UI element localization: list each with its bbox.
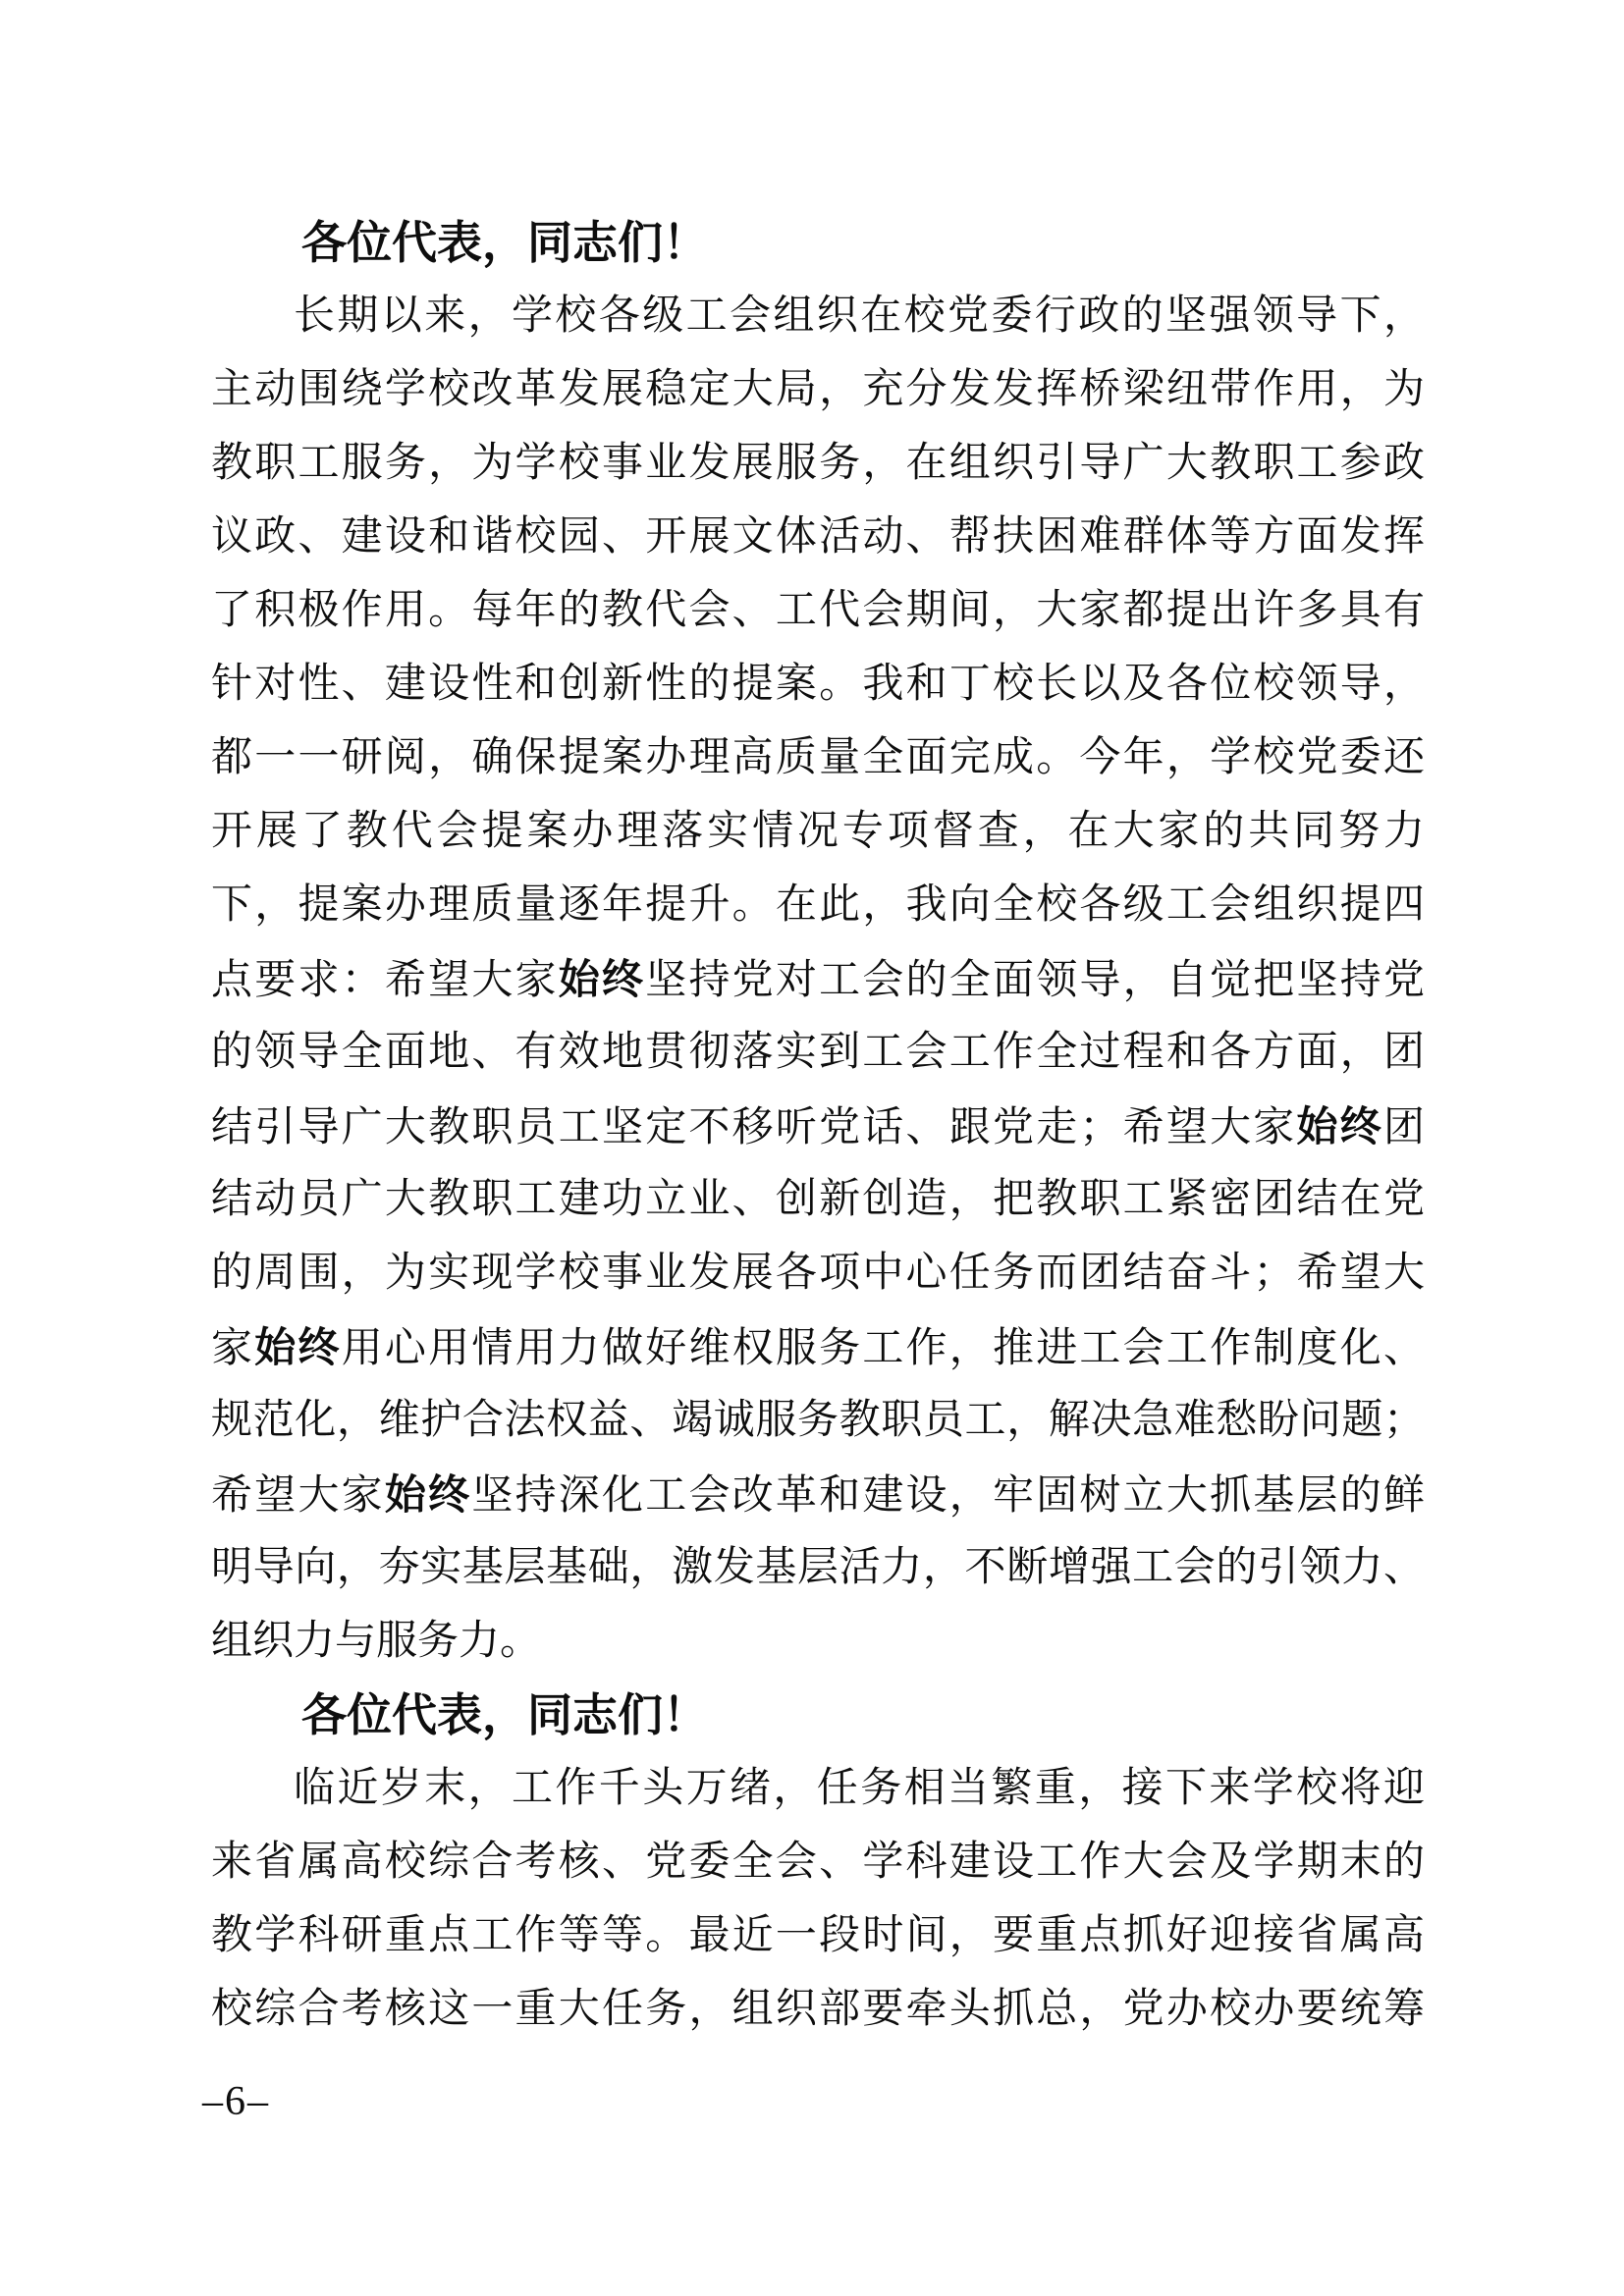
emphasis-text: 各位代表，同志们！ bbox=[301, 217, 708, 268]
body-text: 教学科研重点工作等等。最近一段时间，要重点抓好迎接省属高 bbox=[211, 1913, 1425, 1958]
body-text: 来省属高校综合考核、党委全会、学科建设工作大会及学期末的 bbox=[211, 1840, 1425, 1885]
body-text: 希望大家 bbox=[211, 1473, 385, 1519]
body-text: 的领导全面地、有效地贯彻落实到工会工作全过程和各方面，团 bbox=[211, 1030, 1425, 1075]
text-line bbox=[211, 1826, 1425, 1899]
emphasis-text: 各位代表，同志们！ bbox=[301, 1689, 708, 1740]
text-line bbox=[211, 1384, 1425, 1458]
text-line bbox=[211, 648, 1425, 721]
text-line bbox=[211, 1090, 1425, 1163]
text-line bbox=[211, 501, 1425, 574]
body-text: 临近岁末，工作千头万绪，任务相当繁重，接下来学校将迎 bbox=[294, 1766, 1425, 1811]
text-line bbox=[211, 795, 1425, 869]
body-text: 长期以来，学校各级工会组织在校党委行政的坚强领导下， bbox=[294, 294, 1425, 339]
text-line bbox=[211, 1163, 1425, 1237]
text-line bbox=[211, 280, 1425, 353]
emphasis-text: 始终 bbox=[254, 1324, 342, 1370]
body-text: 规范化，维护合法权益、竭诚服务教职员工，解决急难愁盼问题； bbox=[211, 1398, 1425, 1443]
body-text: 组织力与服务力。 bbox=[211, 1619, 542, 1664]
body-text: 主动围绕学校改革发展稳定大局，充分发发挥桥梁纽带作用，为 bbox=[211, 367, 1425, 412]
body-text: 都一一研阅，确保提案办理高质量全面完成。今年，学校党委还 bbox=[211, 735, 1425, 780]
body-text: 议政、建设和谐校园、开展文体活动、帮扶困难群体等方面发挥 bbox=[211, 514, 1425, 560]
section-heading bbox=[211, 206, 1425, 280]
body-text: 团 bbox=[1382, 1105, 1425, 1150]
text-line bbox=[211, 1237, 1425, 1310]
text-line bbox=[211, 353, 1425, 427]
body-text: 开展了教代会提案办理落实情况专项督查，在大家的共同努力 bbox=[211, 809, 1425, 854]
text-line bbox=[211, 427, 1425, 501]
text-line bbox=[211, 1310, 1425, 1384]
page-number: –6– bbox=[202, 2079, 270, 2124]
text-line bbox=[211, 1458, 1425, 1531]
emphasis-text: 始终 bbox=[384, 1471, 472, 1518]
body-text: 明导向，夯实基层基础，激发基层活力，不断增强工会的引领力、 bbox=[211, 1545, 1425, 1590]
text-line bbox=[211, 1973, 1425, 2047]
text-line bbox=[211, 1899, 1425, 1973]
body-text: 校综合考核这一重大任务，组织部要牵头抓总，党办校办要统筹 bbox=[211, 1987, 1425, 2032]
text-column bbox=[211, 206, 1425, 2047]
body-text: 坚持深化工会改革和建设，牢固树立大抓基层的鲜 bbox=[471, 1473, 1425, 1519]
text-line bbox=[211, 942, 1425, 1016]
body-text: 坚持党对工会的全面领导，自觉把坚持党 bbox=[645, 958, 1425, 1003]
text-line bbox=[211, 574, 1425, 648]
emphasis-text: 始终 bbox=[558, 956, 646, 1002]
text-line bbox=[211, 1752, 1425, 1826]
text-line bbox=[211, 1605, 1425, 1679]
body-text: 结动员广大教职工建功立业、创新创造，把教职工紧密团结在党 bbox=[211, 1177, 1425, 1222]
body-text: 点要求：希望大家 bbox=[211, 958, 559, 1003]
text-line bbox=[211, 1531, 1425, 1605]
body-text: 下，提案办理质量逐年提升。在此，我向全校各级工会组织提四 bbox=[211, 882, 1425, 928]
body-text: 的周围，为实现学校事业发展各项中心任务而团结奋斗；希望大 bbox=[211, 1251, 1425, 1296]
text-line bbox=[211, 869, 1425, 942]
text-line bbox=[211, 721, 1425, 795]
body-text: 家 bbox=[211, 1326, 255, 1371]
body-text: 用心用情用力做好维权服务工作，推进工会工作制度化、 bbox=[341, 1326, 1425, 1371]
body-text: 针对性、建设性和创新性的提案。我和丁校长以及各位校领导， bbox=[211, 662, 1425, 707]
section-heading bbox=[211, 1679, 1425, 1752]
emphasis-text: 始终 bbox=[1296, 1103, 1383, 1149]
text-line bbox=[211, 1016, 1425, 1090]
body-text: 结引导广大教职员工坚定不移听党话、跟党走；希望大家 bbox=[211, 1105, 1297, 1150]
body-text: 教职工服务，为学校事业发展服务，在组织引导广大教职工参政 bbox=[211, 441, 1425, 486]
body-text: 了积极作用。每年的教代会、工代会期间，大家都提出许多具有 bbox=[211, 588, 1425, 633]
